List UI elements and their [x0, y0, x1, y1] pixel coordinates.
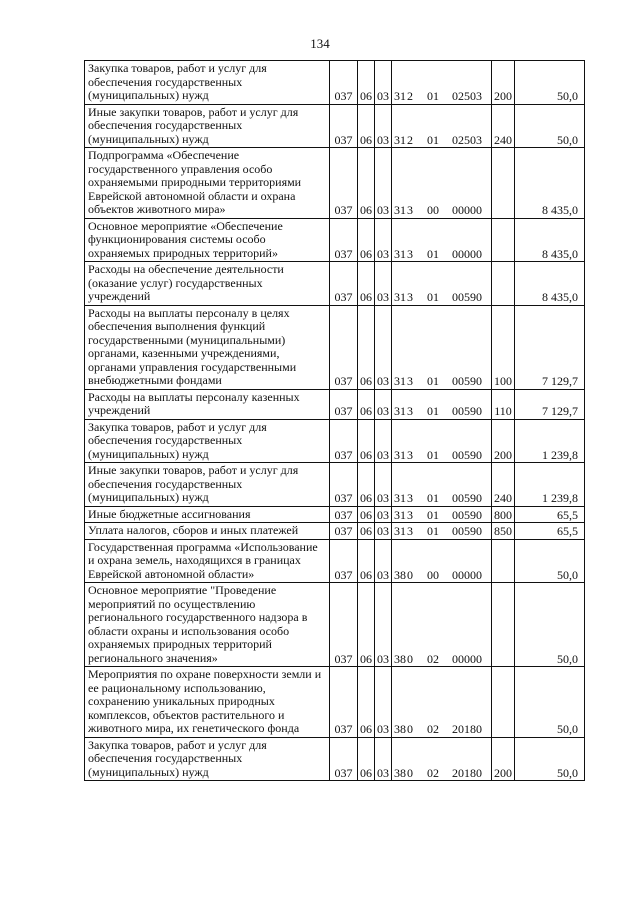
code-direction: 00000 — [452, 651, 482, 666]
cell-vr: 800 — [492, 506, 515, 523]
code-subprogram: 3 — [407, 491, 413, 505]
code-direction: 00590 — [452, 507, 482, 522]
cell-gr: 037 — [330, 148, 358, 219]
cell-rz: 06 — [358, 262, 375, 306]
cell-pr: 03 — [375, 389, 392, 419]
code-direction: 00590 — [452, 447, 482, 462]
cell-target-code — [392, 523, 492, 540]
cell-pr: 03 — [375, 305, 392, 389]
cell-pr: 03 — [375, 419, 392, 463]
table-row — [85, 305, 585, 389]
cell-amount: 8 435,0 — [515, 218, 585, 262]
cell-gr: 037 — [330, 104, 358, 148]
cell-amount: 50,0 — [515, 737, 585, 781]
cell-gr: 037 — [330, 305, 358, 389]
cell-gr: 037 — [330, 463, 358, 507]
cell-vr: 850 — [492, 523, 515, 540]
code-direction: 00000 — [452, 567, 482, 582]
cell-amount: 65,5 — [515, 523, 585, 540]
cell-pr: 03 — [375, 61, 392, 105]
table-row — [85, 419, 585, 463]
cell-gr: 037 — [330, 419, 358, 463]
cell-gr: 037 — [330, 506, 358, 523]
cell-rz: 06 — [358, 305, 375, 389]
cell-amount: 1 239,8 — [515, 463, 585, 507]
row-name: Иные закупки товаров, работ и услуг для обеспечения государственных (муниципальных) нужд — [85, 463, 330, 507]
code-direction: 00590 — [452, 491, 482, 505]
cell-target-code — [392, 419, 492, 463]
cell-rz: 06 — [358, 419, 375, 463]
cell-rz: 06 — [358, 667, 375, 738]
table-row — [85, 667, 585, 738]
table-row — [85, 148, 585, 219]
cell-vr — [492, 539, 515, 583]
code-event: 01 — [427, 132, 439, 147]
cell-gr: 037 — [330, 737, 358, 781]
row-name: Расходы на выплаты персоналу казенных учреждений — [85, 389, 330, 419]
code-direction: 00590 — [452, 374, 482, 388]
table-row — [85, 523, 585, 540]
code-direction: 20180 — [452, 765, 482, 780]
code-subprogram: 3 — [407, 524, 413, 538]
table-row — [85, 539, 585, 583]
code-event: 01 — [427, 89, 439, 103]
cell-vr: 240 — [492, 463, 515, 507]
cell-gr: 037 — [330, 262, 358, 306]
code-direction: 00000 — [452, 246, 482, 261]
cell-amount: 50,0 — [515, 539, 585, 583]
cell-gr: 037 — [330, 583, 358, 667]
cell-pr: 03 — [375, 539, 392, 583]
row-name: Расходы на выплаты персоналу в целях обеспечения выполнения функций государственными (муниципальными) органами, казенными учреждениями, органами управления государственными внебюджетными фондами — [85, 305, 330, 389]
code-program: 38 — [394, 722, 406, 736]
cell-amount: 1 239,8 — [515, 419, 585, 463]
row-name: Основное мероприятие «Обеспечение функционирования системы особо охраняемых природных территорий» — [85, 218, 330, 262]
cell-vr: 110 — [492, 389, 515, 419]
code-program: 31 — [394, 404, 406, 418]
code-subprogram: 3 — [407, 404, 413, 418]
cell-target-code — [392, 463, 492, 507]
code-subprogram: 0 — [407, 765, 413, 780]
row-name: Закупка товаров, работ и услуг для обеспечения государственных (муниципальных) нужд — [85, 61, 330, 105]
row-name: Иные бюджетные ассигнования — [85, 506, 330, 523]
cell-pr: 03 — [375, 104, 392, 148]
code-program: 31 — [394, 447, 406, 462]
row-name: Иные закупки товаров, работ и услуг для обеспечения государственных (муниципальных) нужд — [85, 104, 330, 148]
code-subprogram: 3 — [407, 290, 413, 304]
cell-pr: 03 — [375, 667, 392, 738]
cell-vr — [492, 262, 515, 306]
cell-vr — [492, 218, 515, 262]
cell-amount: 8 435,0 — [515, 148, 585, 219]
cell-rz: 06 — [358, 506, 375, 523]
cell-gr: 037 — [330, 523, 358, 540]
cell-target-code — [392, 667, 492, 738]
cell-pr: 03 — [375, 262, 392, 306]
code-subprogram: 0 — [407, 722, 413, 736]
code-event: 01 — [427, 246, 439, 261]
row-name: Расходы на обеспечение деятельности (оказание услуг) государственных учреждений — [85, 262, 330, 306]
cell-amount: 50,0 — [515, 583, 585, 667]
code-event: 01 — [427, 290, 439, 304]
code-event: 01 — [427, 491, 439, 505]
table-row — [85, 737, 585, 781]
code-event: 02 — [427, 651, 439, 666]
cell-pr: 03 — [375, 583, 392, 667]
code-subprogram: 0 — [407, 567, 413, 582]
cell-rz: 06 — [358, 583, 375, 667]
cell-amount: 50,0 — [515, 104, 585, 148]
code-subprogram: 2 — [407, 132, 413, 147]
code-event: 01 — [427, 404, 439, 418]
cell-target-code — [392, 148, 492, 219]
cell-target-code — [392, 305, 492, 389]
cell-target-code — [392, 539, 492, 583]
cell-gr: 037 — [330, 667, 358, 738]
cell-amount: 7 129,7 — [515, 389, 585, 419]
code-direction: 00000 — [452, 203, 482, 217]
cell-target-code — [392, 737, 492, 781]
code-direction: 00590 — [452, 524, 482, 538]
cell-gr: 037 — [330, 389, 358, 419]
code-direction: 02503 — [452, 89, 482, 103]
row-name: Закупка товаров, работ и услуг для обеспечения государственных (муниципальных) нужд — [85, 419, 330, 463]
cell-rz: 06 — [358, 523, 375, 540]
code-event: 01 — [427, 507, 439, 522]
code-direction: 00590 — [452, 404, 482, 418]
code-program: 31 — [394, 374, 406, 388]
code-subprogram: 3 — [407, 507, 413, 522]
code-program: 31 — [394, 290, 406, 304]
cell-rz: 06 — [358, 61, 375, 105]
cell-rz: 06 — [358, 539, 375, 583]
code-program: 31 — [394, 524, 406, 538]
table-row — [85, 389, 585, 419]
code-subprogram: 0 — [407, 651, 413, 666]
cell-amount: 65,5 — [515, 506, 585, 523]
row-name: Уплата налогов, сборов и иных платежей — [85, 523, 330, 540]
code-subprogram: 2 — [407, 89, 413, 103]
cell-target-code — [392, 389, 492, 419]
code-subprogram: 3 — [407, 203, 413, 217]
cell-pr: 03 — [375, 737, 392, 781]
row-name: Основное мероприятие "Проведение мероприятий по осуществлению регионального государственного надзора в области охраны и использования особо охраняемых природных территорий регионального значения» — [85, 583, 330, 667]
code-event: 01 — [427, 447, 439, 462]
code-event: 01 — [427, 524, 439, 538]
code-program: 31 — [394, 246, 406, 261]
table-row — [85, 104, 585, 148]
table-row — [85, 61, 585, 105]
cell-target-code — [392, 506, 492, 523]
cell-vr: 200 — [492, 419, 515, 463]
cell-gr: 037 — [330, 539, 358, 583]
cell-rz: 06 — [358, 148, 375, 219]
code-event: 02 — [427, 722, 439, 736]
cell-vr — [492, 583, 515, 667]
code-direction: 00590 — [452, 290, 482, 304]
cell-rz: 06 — [358, 104, 375, 148]
cell-vr: 200 — [492, 737, 515, 781]
code-program: 31 — [394, 491, 406, 505]
code-program: 31 — [394, 203, 406, 217]
code-program: 31 — [394, 132, 406, 147]
table-row — [85, 262, 585, 306]
code-subprogram: 3 — [407, 374, 413, 388]
cell-amount: 7 129,7 — [515, 305, 585, 389]
code-direction: 02503 — [452, 132, 482, 147]
cell-target-code — [392, 218, 492, 262]
table-row — [85, 583, 585, 667]
cell-rz: 06 — [358, 218, 375, 262]
code-subprogram: 3 — [407, 246, 413, 261]
row-name: Подпрограмма «Обеспечение государственного управления особо охраняемыми природными территориями Еврейской автономной области и охрана объектов животного мира» — [85, 148, 330, 219]
cell-vr: 100 — [492, 305, 515, 389]
page-number: 134 — [310, 36, 330, 51]
table-row — [85, 463, 585, 507]
code-subprogram: 3 — [407, 447, 413, 462]
code-program: 38 — [394, 567, 406, 582]
cell-gr: 037 — [330, 218, 358, 262]
cell-amount: 50,0 — [515, 667, 585, 738]
cell-vr: 200 — [492, 61, 515, 105]
cell-target-code — [392, 104, 492, 148]
cell-rz: 06 — [358, 463, 375, 507]
row-name: Закупка товаров, работ и услуг для обеспечения государственных (муниципальных) нужд — [85, 737, 330, 781]
cell-vr: 240 — [492, 104, 515, 148]
cell-amount: 50,0 — [515, 61, 585, 105]
cell-gr: 037 — [330, 61, 358, 105]
code-event: 02 — [427, 765, 439, 780]
cell-pr: 03 — [375, 506, 392, 523]
code-program: 31 — [394, 89, 406, 103]
cell-target-code — [392, 61, 492, 105]
cell-amount: 8 435,0 — [515, 262, 585, 306]
cell-target-code — [392, 583, 492, 667]
cell-vr — [492, 667, 515, 738]
budget-table — [84, 60, 585, 781]
code-program: 31 — [394, 507, 406, 522]
table-row — [85, 218, 585, 262]
cell-pr: 03 — [375, 463, 392, 507]
cell-rz: 06 — [358, 389, 375, 419]
cell-pr: 03 — [375, 218, 392, 262]
code-event: 00 — [427, 203, 439, 217]
code-event: 01 — [427, 374, 439, 388]
row-name: Государственная программа «Использование и охрана земель, находящихся в границах Еврейской автономной области» — [85, 539, 330, 583]
code-event: 00 — [427, 567, 439, 582]
code-program: 38 — [394, 651, 406, 666]
cell-pr: 03 — [375, 148, 392, 219]
table-body — [85, 61, 585, 781]
cell-target-code — [392, 262, 492, 306]
cell-rz: 06 — [358, 737, 375, 781]
row-name: Мероприятия по охране поверхности земли и ее рациональному использованию, сохранению уникальных природных комплексов, объектов растительного и животного мира, их генетического фонда — [85, 667, 330, 738]
cell-pr: 03 — [375, 523, 392, 540]
code-direction: 20180 — [452, 722, 482, 736]
cell-vr — [492, 148, 515, 219]
table-row — [85, 506, 585, 523]
code-program: 38 — [394, 765, 406, 780]
